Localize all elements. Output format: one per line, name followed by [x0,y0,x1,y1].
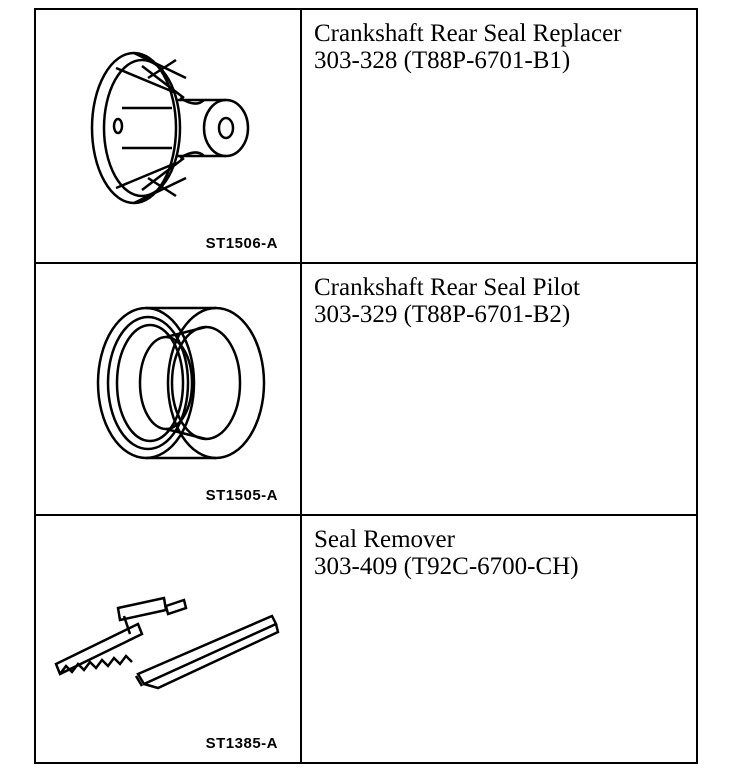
tool-name: Crankshaft Rear Seal Pilot [314,274,580,301]
seal-replacer-icon [76,38,276,218]
image-code: ST1506-A [205,235,278,252]
tool-image-cell [36,264,302,514]
seal-remover-icon [48,576,288,706]
tool-number: 303-329 (T88P-6701-B2) [314,301,571,328]
tool-description [302,516,696,762]
tool-number: 303-409 (T92C-6700-CH) [314,553,579,580]
tool-name: Crankshaft Rear Seal Replacer [314,20,622,47]
image-code: ST1505-A [205,487,278,504]
seal-pilot-icon [86,288,286,468]
tool-number: 303-328 (T88P-6701-B1) [314,47,571,74]
tool-description [302,264,696,514]
tool-row [36,514,696,762]
tool-row [36,10,696,262]
special-tools-table [34,8,698,764]
image-code: ST1385-A [205,735,278,752]
tool-row [36,262,696,514]
tool-description [302,10,696,262]
tool-image-cell [36,516,302,762]
tool-image-cell [36,10,302,262]
tool-name: Seal Remover [314,526,455,553]
